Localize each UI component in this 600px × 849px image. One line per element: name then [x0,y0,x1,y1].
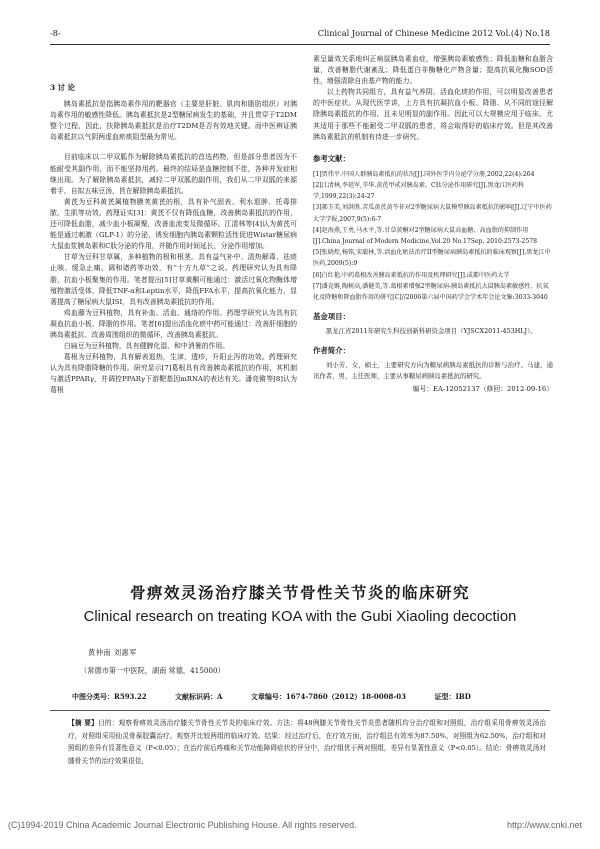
article-number: 编号：EA-12052137（修回：2012-09-16） [412,385,553,394]
article-id: 文章编号：1674-7860（2012）18-0008-03 [250,692,407,701]
clc-number: 中图分类号：R593.22 [72,692,147,701]
header-rule [50,44,550,45]
references-heading: 参考文献： [313,153,350,163]
article-title-cn: 骨痹效灵汤治疗膝关节骨性关节炎的临床研究 [129,583,470,602]
discussion-paragraph: 素呈量效关系地纠正病鼠胰岛素血症，增强胰岛素敏感性；降低血糖和血脂含量，改善糖脂代谢紊乱；降低蛋白非酶糖化产物含量；提高抗氧化酶SOD活性，增强清除自由基产物的能力。 [313,55,553,86]
article-title-en: Clinical research on treating KOA with the Gubi Xiaoling decoction [83,609,517,625]
discussion-paragraph: 胰岛素抵抗是指胰岛素作用的靶器官（主要是肝脏、肌肉和脂肪组织）对胰岛素作用的敏感性降低。胰岛素抵抗是2型糖尿病发生的基础，并且贯穿于T2DM整个过程，因此，扶除胰岛素抵抗是治疗T2DM是否有效地关键。而中医辨证胰岛素抵抗以气阴两虚血瘀痰阻型最为常见。 [50,100,297,142]
document-code: 文献标识码：A [175,692,223,701]
reference-list [313,169,553,303]
discussion-paragraph: 以上药物共同组方，具有益气养阴、活血化痰的作用，可以明显改善患者的中医症状。从现代医学讲，上方具有抗凝抗血小板、降脂、从不同的途径解除胰岛素抵抗的作用，且未见明显的副作用。因此可以大规模应用于临床，尤其适用于那些不能耐受二甲双胍的患者，将会取得好的临床疗效。但是其改善胰岛素抵抗的机制有待进一步研究。 [313,88,553,141]
abstract-label: 【摘 要】 [68,719,98,727]
reference-item: [7]潘竞锵,陶树高,潘健美,等.葛根素增强2型糖尿病-胰岛素抵抗大鼠胰岛素敏感性、抗氧化及降糖和降血脂作用的研究[C]//2006第六届中国药学会学术年会论文集:3033-3040 [313,282,549,302]
article-authors: 黄仲南 刘惠军 [88,648,137,657]
reference-item: [6]白红艳.中药葛根改善胰岛素抵抗的作用及机理研究[J].成都中医药大学 [313,271,510,279]
reference-item: [1]贾伟平.中国人群胰岛素抵抗的状况[J].国外医学内分泌学分册,2002,22(4):264 [313,170,535,178]
running-header [50,28,550,42]
abstract-text: 目的：观察骨痹效灵汤治疗膝关节骨性关节炎的临床疗效。方法：将48例膝关节骨性关节炎患者随机均分治疗组和对照组，治疗组采用骨痹效灵汤治疗，对照组采用仙灵骨葆胶囊治疗。观察并比较两组的临床疗效。结果：经过治疗后，在疗效方面，治疗组总有效率为87.50%，对照组为62.50%，治疗组和对照组的差异有显著性意义（P<0.05）；在治疗前后疼痛和关节功能障碍症状的评分中，治疗组优于两对照组，差异有显著性意义（P<0.05）。结论：骨痹效灵汤对膝骨关节的治疗效果很佳， [68,719,546,765]
funding-heading: 基金项目： [313,312,350,322]
classification-line [72,692,497,702]
syndrome-type: 证型：IBD [434,692,471,701]
article-affiliation: （常德市第一中医院，湖南 常德，415000） [80,666,225,675]
abstract [68,717,546,767]
discussion-paragraph: 葛根为豆科植物，具有解表退热，生津，透疹，升阳止泻的功效。药理研究认为具有降脂降糖的作用。研究显示[7]葛根具有改善胰岛素抵抗的作用，其机制与激活PPARγ，并调控PPARγ下游靶基因mRNA的表达有关。潘竞锵等[8]认为葛根 [50,353,297,395]
classification-rule [50,710,550,711]
reference-item: [4]赵海燕,王勇,马永平,等.甘草黄酮对2型糖尿病大鼠高血糖、高血脂的抑制作用[J].China Journal of Modern Medicine,Vol.20 No.17Sep. 2010:2573-2578 [313,226,537,246]
reference-item: [5]张晓煌,杨铭,宋聪林,等.活血化瘀法治疗II型糖尿病胰岛素抵抗的临床观察[J].黑龙江中医药,2009(5):9 [313,249,551,268]
discussion-paragraph: 黄芪为豆科黄芪属植物膜荚黄芪的根，具有补气固表、利水退肿、托毒排脓、生肌等功效。药理证实[3]：黄芪不仅有降低血糖，改善胰岛素抵抗的作用，还可降低血脂，减少血小板凝聚，改善血流变及微循环。江清林等[4]认为黄芪可能是通过刺激（GLP-1）的分泌，诱发细胞内胰岛素颗粒活性促进Wistar糖尿病大鼠血浆胰岛素和C肽分泌的作用，并随作用时间延长，分泌作用增加。 [50,197,297,251]
journal-info: Clinical Journal of Chinese Medicine 2012 Vol.(4) No.18 [317,28,550,38]
reference-item: [2]江清林,李延军,辛华.黄芪甲甙对胰岛素、C肽分泌作用研究[J].黑龙江医药科学,1999,22(3):24-27 [313,182,525,201]
discussion-heading: 3 讨 论 [50,83,75,92]
author-intro-text: 刘小芳，女，硕士，主要研究方向为糖尿病胰岛素抵抗的诊断与治疗。马建，通讯作者，男，主任医师，主要从事糖尿病胰岛素抵抗的研究。 [313,361,553,381]
site-url: http://www.cnki.net [506,820,582,830]
reference-item: [3]郝玉美,刘洪胜.苦瓜黄芪黄芩苷对2型糖尿病大鼠模型胰岛素抵抗的影响[J].辽宁中医药大学学报,2007,9(5):6-7 [313,204,552,223]
discussion-paragraph: 白扁豆为豆科植物，具有健脾化湿、和中消暑的作用。 [63,342,230,351]
page-number: -8- [50,28,61,38]
copyright-footer: (C)1994-2019 China Academic Journal Electronic Publishing House. All rights reserved. [8,820,357,830]
discussion-paragraph: 甘草为豆科甘草属，多种植物的根和根茎。具有益气补中、清热解毒、祛痰止咳、缓急止痛、调和诸药等功效，有“十方九草”之说。药理研究认为具有降脂，抗血小板聚集的作用。笔者提出[5]甘草黄酮可能通过：激活过氧化物酶体增殖物激活受体，降低TNF-α和Leptin水平，降低FFA水平，提高抗氧化能力，显著提高了糖尿病大鼠ISI，具有改善胰岛素抵抗的作用。 [50,253,297,306]
discussion-paragraph: 鸡血藤为豆科植物，具有补血、活血、通络的作用。药理学研究认为具有抗凝血抗血小板、降脂的作用。笔者[6]提出活血化瘀中药可能通过：改善肝细胞的胰岛素抵抗、改善周围组织的微循环，改善胰岛素抵抗。 [50,308,297,339]
right-column [313,54,553,395]
discussion-paragraph: 目前临床以二甲双胍作为解除胰岛素抵抗的首选药物，但是部分患者因为不能耐受其副作用，而不能坚持用药。最终的结局是血糖控制不佳，各种并发症相继出现。为了解除胰岛素抵抗，减轻二甲双胍的副作用，我们从二甲双胍的来源着手，自拟五味豆汤，旨在解除胰岛素抵抗。 [50,153,297,195]
author-intro-heading: 作者简介： [313,346,350,356]
discussion-column [50,82,297,397]
funding-text: 黑龙江省2011年研究生科技创新科研资金项目（YJSCX2011-453HLJ）。 [325,327,537,336]
